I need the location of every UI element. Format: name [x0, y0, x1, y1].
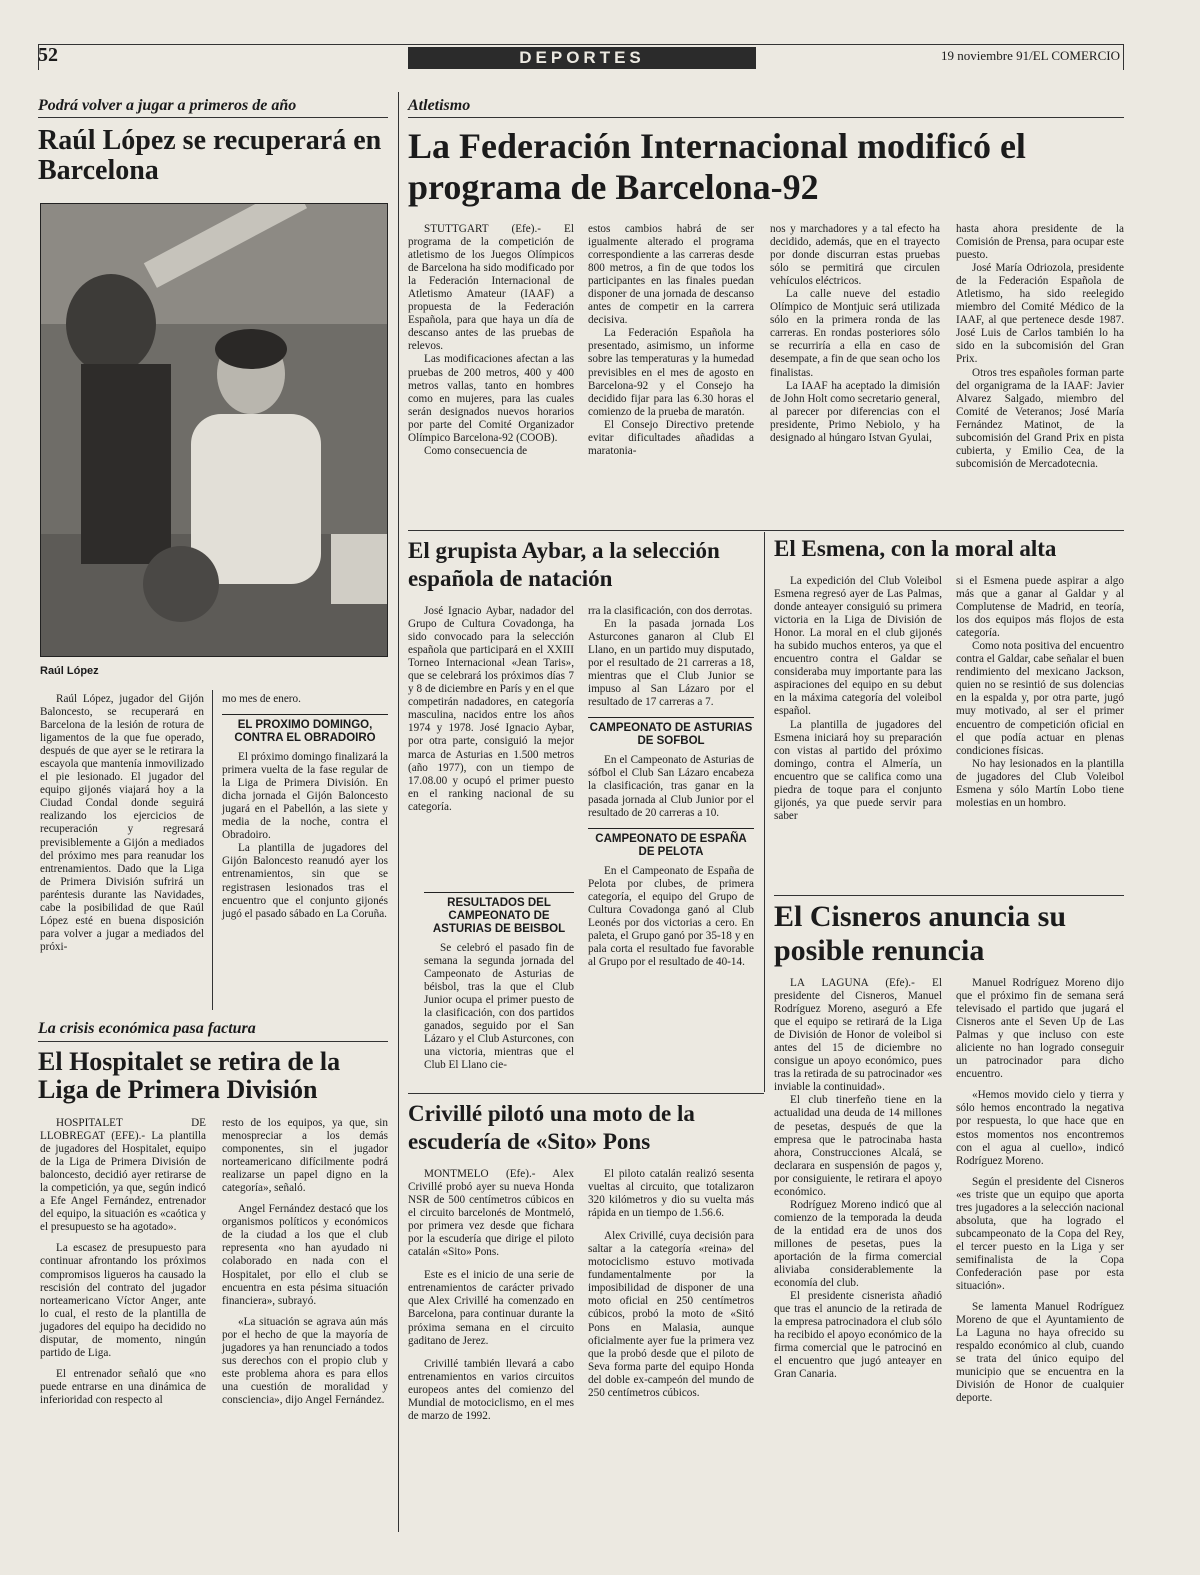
paragraph: En la pasada jornada Los Asturcones ganaron al Club El Llano, en un partido muy disputado, por el resultado de 21 carreras a 18, mientras que el Club Junior se impuso al San Lázaro por el resultado de 17 carreras a 7.	[588, 618, 754, 709]
aybar-headline: El grupista Aybar, a la selección española de natación	[408, 538, 720, 591]
paragraph: Las modificaciones afectan a las pruebas de 200 metros, 400 y 400 metros vallas, tanto en hombres como en mujeres, para las cuales serán designados nuevos horarios por parte del Comité Organizador Olímpico Barcelona-92 (COOB).	[408, 353, 574, 444]
paragraph: resto de los equipos, ya que, sin menospreciar a los demás componentes, sin el jugador norteamericano difícilmente podrá realizarse un papel digno en la categoría», señaló.	[222, 1117, 388, 1195]
paragraph: mo mes de enero.	[222, 693, 301, 705]
paragraph: nos y marchadores y a tal efecto ha decidido, además, que en el trayecto por donde discurran estas pruebas sólo se permitirá que circulen vehículos eléctricos.	[770, 223, 940, 288]
paragraph: Raúl López, jugador del Gijón Baloncesto, se recuperará en Barcelona de la lesión de rotura de ligamentos de la que fue operado, después de que ayer se le retirara la escayola que mantenía inmovilizado el pie lesionado. El jugador del equipo gijonés viajará hoy a la Ciudad Condal donde seguirá realizando los ejercicios de recuperación y regresará previsiblemente a Gijón a mediados del próximo mes para reanudar los entrenamientos. Dado que la Liga de Primera División sufrirá un paréntesis durante las Navidades, cabe la posibilidad de que Raúl López esté en buena disposición para volver a jugar a mediados del próxi-	[40, 693, 204, 953]
esmena-body-col2	[956, 575, 1124, 810]
paragraph: Este es el inicio de una serie de entrenamientos de carácter privado que Alex Crivillé ha comenzado en Barcelona, para continuar durante la próxima semana en el circuito gaditano de Jerez.	[408, 1269, 574, 1347]
paragraph: La calle nueve del estadio Olímpico de Montjuic será utilizada sólo en la primera ronda de las carreras. En rondas posteriores sólo se recurriría a ella en caso de desempate, a fin de que sean ocho los finalistas.	[770, 288, 940, 379]
paragraph: STUTTGART (Efe).- El programa de la competición de atletismo de los Juegos Olímpicos de Barcelona ha sido modificado por la Federación Internacional de Atletismo Amateur (IAAF) a propuesta de la Federación Española, para que haya un día de descanso antes de las pruebas de relevos.	[408, 223, 574, 353]
issue-date: 19 noviembre 91/EL COMERCIO	[941, 48, 1120, 63]
paragraph: hasta ahora presidente de la Comisión de Prensa, para ocupar este puesto.	[956, 223, 1124, 262]
paragraph: La IAAF ha aceptado la dimisión de John Holt como secretario general, al parecer por diferencias con el presidente, Primo Nebiolo, y ha designado al húngaro Istvan Gyulai,	[770, 379, 940, 444]
paragraph: La plantilla de jugadores del Gijón Baloncesto reanudó ayer los entrenamientos, sin que se registrasen lesionados tras el encuentro que el conjunto gijonés jugó el pasado sábado en La Coruña.	[222, 842, 388, 920]
paragraph: Como nota positiva del encuentro contra el Galdar, cabe señalar el buen rendimiento del mexicano Jackson, quien no se resintió de sus dolencias en la espalda y, por otra parte, jugó muy motivado, al ser el primer encuentro de competición oficial en el que podía actuar en plenas condiciones físicas.	[956, 640, 1124, 757]
divider	[408, 1093, 764, 1094]
criville-headline: Crivillé pilotó una moto de la escudería de «Sito» Pons	[408, 1101, 695, 1154]
paragraph: Angel Fernández destacó que los organismos políticos y económicos de la ciudad a los que el club representa «no han ayudado ni colaborado en nada con el Hospitalet, por ello el club se encuentra en esta pésima situación financiera», subrayó.	[222, 1203, 388, 1307]
lopez-headline: Raúl López se recuperará en Barcelona	[38, 125, 382, 187]
lopez-kicker: Podrá volver a jugar a primeros de año	[38, 97, 297, 114]
section-banner: DEPORTES	[408, 47, 756, 69]
subheading: RESULTADOS DEL CAMPEONATO DE ASTURIAS DE BEISBOL	[424, 892, 574, 936]
paragraph: El entrenador señaló que «no puede entrarse en una dinámica de inferioridad con respecto al	[40, 1367, 206, 1406]
federacion-body-col2	[588, 223, 754, 458]
lopez-body-col1	[40, 693, 204, 954]
divider	[38, 1041, 388, 1042]
federacion-body-col4	[956, 223, 1124, 471]
paragraph: El piloto catalán realizó sesenta vueltas al circuito, que totalizaron 320 kilómetros y dio su vuelta más rápida en un tiempo de 1.56.6.	[588, 1168, 754, 1220]
paragraph: La plantilla de jugadores del Esmena iniciará hoy su preparación con vistas al partido del próximo domingo, contra el Almería, un encuentro que se califica como una piedra de toque para el conjunto gijonés, ya que puede servir para saber	[774, 718, 942, 822]
paragraph: estos cambios habrá de ser igualmente alterado el programa correspondiente a las carreras desde 800 metros, a fin de que todos los participantes en las finales puedan disponer de una jornada de descanso antes de competir en la carrera decisiva.	[588, 223, 754, 327]
hospitalet-body-col2	[222, 1117, 388, 1407]
divider	[408, 530, 1124, 531]
divider	[408, 117, 1124, 118]
paragraph: Rodríguez Moreno indicó que al comienzo de la temporada la deuda de la entidad era de unos dos millones de pesetas, pues la aportación de la firma comercial aliviaba considerablemente la economía del club.	[774, 1198, 942, 1290]
paragraph: LA LAGUNA (Efe).- El presidente del Cisneros, Manuel Rodríguez Moreno, aseguró a Efe que el equipo se retirará de la Liga de División de Honor de voleibol si antes del 15 de diciembre no consigue un apoyo económico, pues tras la retirada de su patrocinador «es inviable la continuidad».	[774, 977, 942, 1094]
paragraph: Crivillé también llevará a cabo entrenamientos en varios circuitos europeos antes del comienzo del Mundial de motociclismo, en el mes de marzo de 1992.	[408, 1357, 574, 1422]
subheading: EL PROXIMO DOMINGO, CONTRA EL OBRADOIRO	[222, 714, 388, 745]
paragraph: rra la clasificación, con dos derrotas.	[588, 605, 753, 617]
esmena-body-col1	[774, 575, 942, 823]
paragraph: Como consecuencia de	[424, 444, 528, 457]
hospitalet-body-col1	[40, 1117, 206, 1407]
cisneros-headline: El Cisneros anuncia su posible renuncia	[774, 900, 1067, 967]
paragraph: Se lamenta Manuel Rodríguez Moreno de que el Ayuntamiento de La Laguna no haya ofrecido su respaldo económico al club, cuando se trata del único equipo del municipio que se encuentra en la División de Honor de cualquier deporte.	[956, 1301, 1124, 1405]
cisneros-body-col2	[956, 977, 1124, 1405]
paragraph: José Ignacio Aybar, nadador del Grupo de Cultura Covadonga, ha sido convocado para la selección española que participará en el XXIII Torneo Internacional «Jean Taris», que se celebrará los próximos días 7 y 8 de diciembre en París y en el que competirán nadadores, en categoría masculina, nacidos entre los años 1974 y 1978. José Ignacio Aybar, por otra parte, consiguió la mejor marca de Asturias en 1.500 metros (año 1977), con un tiempo de 17.08.00 y ocupó el primer puesto en el ranking nacional de su categoría.	[408, 605, 574, 813]
paragraph: El presidente cisnerista añadió que tras el anuncio de la retirada de la empresa patrocinadora el club sólo ha recibido el apoyo económico de la firma comercial que le patrocinó en el encuentro que jugó anteayer en Gran Canaria.	[774, 1290, 942, 1381]
column-rule	[212, 690, 213, 1010]
paragraph: El Consejo Directivo pretende evitar dificultades añadidas a maratonia-	[588, 418, 754, 457]
criville-body-col1	[408, 1168, 574, 1423]
divider	[38, 117, 388, 118]
basketball-photo-illustration	[41, 204, 387, 656]
cisneros-body-col1	[774, 977, 942, 1381]
page-column-rule	[398, 92, 399, 1532]
paragraph: En el Campeonato de España de Pelota por clubes, de primera categoría, el equipo del Grupo de Cultura Covadonga ganó al Club Leonés por dos victorias a cero. En paleta, el Grupo ganó por 35-18 y en pala corta el resultado fue favorable al Grupo por el resultado de 40-14.	[588, 864, 754, 968]
paragraph: Según el presidente del Cisneros «es triste que un equipo que aporta tres jugadores a la selección nacional absoluta, que ha logrado el subcampeonato de la Copa del Rey, el tercer puesto en la Liga y ser semifinalista de la Copa Confederación pase por esta situación».	[956, 1175, 1124, 1293]
photo-caption: Raúl López	[40, 665, 99, 677]
paragraph: No hay lesionados en la plantilla de jugadores del Club Voleibol Esmena y sólo Martín Lobo tiene molestias en un hombro.	[956, 757, 1124, 809]
paragraph: «Hemos movido cielo y tierra y sólo hemos encontrado la negativa por respuesta, lo que hace que en estos momentos nos encontremos con el agua al cuello», indicó Rodríguez Moreno.	[956, 1089, 1124, 1167]
paragraph: José María Odriozola, presidente de la Federación Española de Atletismo, ha sido reelegido miembro del Comité Médico de la IAAF, al que pertenece desde 1987. José Luis de Carlos también lo ha sido en la subcomisión del Gran Prix.	[956, 262, 1124, 366]
aybar-body-col2	[588, 605, 754, 969]
paragraph: Se celebró el pasado fin de semana la segunda jornada del Campeonato de Asturias de béisbol, tras la que el Club Junior ocupa el primer puesto de la clasificación, con dos partidos ganados, seguido por el San Lázaro y el Club Asturcones, con una victoria, mientras que el Club El Llano cie-	[424, 942, 574, 1072]
column-rule	[764, 532, 765, 1092]
subheading: CAMPEONATO DE ESPAÑA DE PELOTA	[588, 828, 754, 859]
beisbol-box	[424, 892, 574, 1072]
federacion-body-col3	[770, 223, 940, 445]
paragraph: La escasez de presupuesto para continuar afrontando los próximos compromisos ligueros ha causado la rescisión del contrato del jugador norteamericano Víctor Anger, ante lo cual, el resto de la plantilla de jugadores del equipo ha decidido no disputar, de momento, ningún partido de Liga.	[40, 1242, 206, 1359]
paragraph: El club tinerfeño tiene en la actualidad una deuda de 14 millones de pesetas, después de que la empresa que le patrocinaba hasta ahora, Construcciones Alcalá, se declarara en suspensión de pagos y, por consiguiente, le retirara el apoyo económico.	[774, 1094, 942, 1198]
page-number: 52	[38, 44, 58, 66]
paragraph: La Federación Española ha presentado, asimismo, un informe sobre las temperaturas y la humedad previsibles en el mes de agosto en Barcelona-92 y el Consejo ha decidido fijar para las 6.30 horas el comienzo de la prueba de maratón.	[588, 327, 754, 418]
paragraph: El próximo domingo finalizará la primera vuelta de la fase regular de la Liga de Primera División. En dicha jornada el Gijón Baloncesto jugará en el Pabellón, a las siete y media de la noche, contra el Obradoiro.	[222, 751, 388, 842]
hospitalet-headline: El Hospitalet se retira de la Liga de Primera División	[38, 1047, 341, 1105]
paragraph: HOSPITALET DE LLOBREGAT (EFE).- La plantilla de jugadores del Hospitalet, equipo de la Liga de Primera División de baloncesto, decidió ayer retirarse de la competición, ya que, según indicó a Efe Angel Fernández, entrenador del equipo, la situación es «caótica y el presupuesto se ha agotado».	[40, 1117, 206, 1234]
federacion-body-col1	[408, 223, 574, 458]
paragraph: MONTMELO (Efe).- Alex Crivillé probó ayer su nueva Honda NSR de 500 centímetros cúbicos en el circuito barcelonés de Montmeló, por primera vez desde que fichara por la escudería que dirige el piloto catalán «Sito» Pons.	[408, 1168, 574, 1259]
lopez-photo	[40, 203, 388, 657]
paragraph: «La situación se agrava aún más por el hecho de que la mayoría de jugadores ya han renunciado a todos sus derechos con el propio club y este problema ahora es para ellos una cuestión de moralidad y consciencia», dijo Angel Fernández.	[222, 1315, 388, 1406]
subheading: CAMPEONATO DE ASTURIAS DE SOFBOL	[588, 717, 754, 748]
paragraph: si el Esmena puede aspirar a algo más que a ganar al Galdar y al Complutense de Madrid, en teoría, los dos equipos más flojos de esta categoría.	[956, 575, 1124, 640]
paragraph: En el Campeonato de Asturias de sófbol el Club San Lázaro encabeza la clasificación, tras ganar en la pasada jornada al Club Junior por el resultado de 20 carreras a 10.	[588, 754, 754, 819]
aybar-body-col1	[408, 605, 574, 814]
federacion-headline: La Federación Internacional modificó el programa de Barcelona-92	[408, 126, 1026, 208]
hospitalet-kicker: La crisis económica pasa factura	[38, 1020, 256, 1037]
esmena-headline: El Esmena, con la moral alta	[774, 536, 1057, 561]
criville-body-col2	[588, 1168, 754, 1400]
paragraph: Otros tres españoles forman parte del organigrama de la IAAF: Javier Alvarez Salgado, miembro del Comité de Veteranos; José María Fernández Matinot, de la subcomisión del Grand Prix en pista cubierta, y Emilio Cea, de la subcomisión de Mercadotecnia.	[956, 366, 1124, 470]
lopez-body-col2	[222, 693, 388, 921]
divider	[774, 895, 1124, 896]
paragraph: La expedición del Club Voleibol Esmena regresó ayer de Las Palmas, donde anteayer consiguió su primera victoria en la Liga de División de Honor. La moral en el club gijonés ha subido muchos enteros, ya que el encuentro contra el Galdar se consideraba muy importante para las aspiraciones del equipo en su debut en la máxima categoría del voleibol español.	[774, 575, 942, 718]
federacion-kicker: Atletismo	[408, 97, 471, 114]
paragraph: Manuel Rodríguez Moreno dijo que el próximo fin de semana será televisado el partido que jugará el Cisneros ante el Seven Up de Las Palmas y que incluso con este aliciente no han logrado conseguir un patrocinador para dicho encuentro.	[956, 977, 1124, 1081]
paragraph: Alex Crivillé, cuya decisión para saltar a la categoría «reina» del motociclismo estuvo motivada fundamentalmente por la imposibilidad de disponer de una moto oficial en 250 centímetros cúbicos, probó la moto de «Sitó Pons en Malasia, aunque oficialmente ayer fue la primera vez que la probó desde que el piloto de Seva forma parte del equipo Honda del doble ex-campeón del mundo de 250 centímetros cúbicos.	[588, 1230, 754, 1399]
